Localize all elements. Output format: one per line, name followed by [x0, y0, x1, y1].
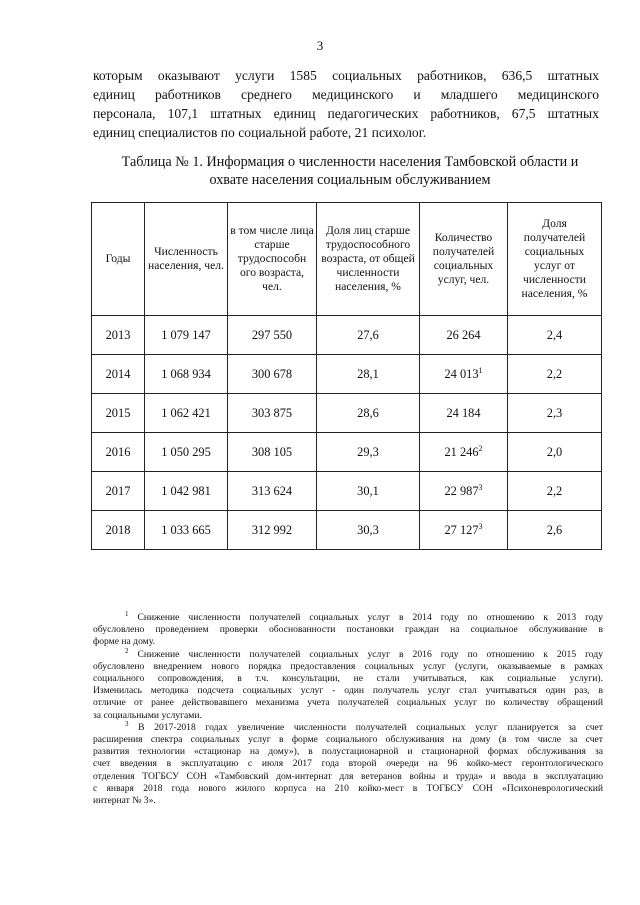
footnote-ref: 3: [478, 482, 483, 492]
footnote-marker: 2: [125, 646, 129, 655]
footnote-text: форме на дому.: [93, 636, 155, 648]
cell-elderly-value: 297 550: [251, 327, 293, 342]
cell-elderly: [228, 472, 317, 511]
table-row: [92, 316, 602, 355]
cell-population: [145, 394, 228, 433]
table-row: [92, 433, 602, 472]
footnote-line: [93, 661, 603, 673]
population-table: [91, 202, 602, 550]
cell-recipients-value: 27 127: [444, 522, 479, 537]
cell-elderly-share-value: 30,3: [357, 522, 379, 537]
cell-year: [92, 355, 145, 394]
cell-year: [92, 472, 145, 511]
cell-elderly: [228, 433, 317, 472]
footnote-text: Снижение численности получателей социальных услуг в 2014 году по отношению к 2013 году: [137, 612, 603, 623]
footnote-line: [93, 646, 603, 661]
footnote-text: счет введения в эксплуатацию с июля 2017 года второй очереди на 96 койко-мест геронтологического: [93, 758, 603, 770]
header-elderly-share: Доля лиц старше трудоспособного возраста, от общей численности населения, %: [317, 203, 420, 316]
cell-elderly-share: [317, 316, 420, 355]
cell-recipients: [420, 355, 508, 394]
footnote-line: [93, 734, 603, 746]
table-row: [92, 355, 602, 394]
cell-population-value: 1 062 421: [161, 405, 211, 420]
table-row: [92, 511, 602, 550]
cell-population: [145, 433, 228, 472]
cell-elderly-share: [317, 472, 420, 511]
cell-recipients: [420, 433, 508, 472]
cell-elderly-share-value: 27,6: [357, 327, 379, 342]
footnote-text: обусловлено проведением проверки обоснованности постановки граждан на социальное обслуживание в: [93, 624, 603, 636]
footnotes: [93, 609, 603, 807]
cell-recipients-value: 22 987: [444, 483, 479, 498]
cell-recipients-value: 24 184: [446, 405, 481, 420]
intro-line: единиц специалистов по социальной работе, 21 психолог.: [93, 125, 427, 140]
cell-elderly: [228, 394, 317, 433]
cell-population-value: 1 050 295: [161, 444, 211, 459]
footnote-text: интернат № 3».: [93, 795, 156, 807]
header-recipients: Количество получателей социальных услуг, чел.: [420, 203, 508, 316]
cell-recipients-share-value: 2,0: [546, 444, 563, 459]
cell-recipients-value: 21 246: [444, 444, 479, 459]
cell-recipients-share-value: 2,4: [546, 327, 563, 342]
footnote-marker: 1: [125, 609, 129, 618]
cell-recipients-share: [508, 316, 602, 355]
cell-recipients-share: [508, 511, 602, 550]
footnote-text: Изменилась методика подсчета социальных услуг - один получатель услуг стал учитываться один раз, в: [93, 685, 603, 697]
page-number: 3: [316, 38, 324, 53]
cell-recipients-share-value: 2,2: [546, 366, 563, 381]
cell-year-value: 2015: [105, 405, 131, 420]
footnote-text: отделения ТОГБСУ СОН «Тамбовский дом-интернат для ветеранов войны и труда» и ввода в эксплуатацию: [93, 770, 603, 782]
footnote-line: [93, 710, 603, 722]
cell-elderly: [228, 355, 317, 394]
cell-elderly-share: [317, 394, 420, 433]
cell-recipients-share: [508, 394, 602, 433]
cell-recipients-value: 24 013: [444, 366, 479, 381]
table-title-line: охвате населения социальным обслуживанием: [209, 172, 491, 188]
cell-elderly-share: [317, 511, 420, 550]
cell-elderly-share-value: 30,1: [357, 483, 379, 498]
footnote-line: [93, 673, 603, 685]
cell-elderly-value: 312 992: [251, 522, 293, 537]
cell-population: [145, 355, 228, 394]
cell-elderly: [228, 511, 317, 550]
cell-population-value: 1 068 934: [161, 366, 211, 381]
cell-population: [145, 316, 228, 355]
footnote-text: развития технологии «стационар на дому»), в полустационарной и стационарной формах обслуживания за: [93, 746, 603, 758]
footnote: [93, 719, 603, 807]
cell-recipients-share: [508, 355, 602, 394]
intro-paragraph: [93, 66, 599, 142]
intro-line: которым оказывают услуги 1585 социальных работников, 636,5 штатных: [93, 68, 599, 83]
cell-recipients-share-value: 2,6: [546, 522, 563, 537]
footnote: [93, 609, 603, 649]
cell-recipients-share: [508, 472, 602, 511]
table-row: [92, 472, 602, 511]
footnote-line: [93, 697, 603, 709]
footnote-line: [93, 758, 603, 770]
cell-recipients-share-value: 2,3: [546, 405, 563, 420]
header-year: Годы: [92, 203, 145, 316]
cell-recipients: [420, 472, 508, 511]
cell-recipients-value: 26 264: [446, 327, 481, 342]
cell-population-value: 1 079 147: [161, 327, 211, 342]
cell-elderly: [228, 316, 317, 355]
cell-population-value: 1 042 981: [161, 483, 211, 498]
cell-population: [145, 472, 228, 511]
cell-population: [145, 511, 228, 550]
cell-recipients: [420, 511, 508, 550]
cell-recipients: [420, 316, 508, 355]
cell-year: [92, 394, 145, 433]
footnote-line: [93, 771, 603, 783]
table-title-line: Таблица № 1. Информация о численности населения Тамбовской области и: [121, 154, 579, 170]
cell-elderly-value: 308 105: [251, 444, 293, 459]
footnote-line: [93, 746, 603, 758]
footnote-text: Снижение численности получателей социальных услуг в 2016 году по отношению к 2015 году: [137, 648, 603, 660]
intro-line: единиц работников среднего медицинского и младшего медицинского: [93, 87, 599, 102]
cell-recipients: [420, 394, 508, 433]
cell-year-value: 2017: [105, 483, 131, 498]
cell-year: [92, 511, 145, 550]
footnote-ref: 1: [478, 365, 483, 375]
footnote-line: [93, 685, 603, 697]
footnote-text: за социальными услугами.: [93, 709, 202, 721]
intro-line: персонала, 107,1 штатных единиц педагогических работников, 67,5 штатных: [93, 106, 599, 121]
cell-year: [92, 316, 145, 355]
cell-recipients-share: [508, 433, 602, 472]
cell-year-value: 2014: [105, 366, 131, 381]
footnote-text: В 2017-2018 годах увеличение численности получателей социальных услуг планируется за счет: [138, 721, 603, 733]
cell-elderly-value: 313 624: [251, 483, 293, 498]
cell-elderly-share-value: 29,3: [357, 444, 379, 459]
footnote-text: социального сопровождения, в т.ч. консультации, не стали учитываться, как социальные услуги).: [93, 673, 603, 685]
table-title: [80, 153, 620, 189]
cell-year-value: 2018: [105, 522, 131, 537]
footnote-text: обусловлено внедрением нового порядка предоставления социальных услуг (услуги, оказываемые в рамках: [93, 660, 603, 672]
table-row: [92, 394, 602, 433]
cell-elderly-value: 303 875: [251, 405, 293, 420]
table-header-row: [92, 203, 602, 316]
footnote-ref: 3: [478, 521, 483, 531]
header-population: Численность населения, чел.: [145, 203, 228, 316]
cell-year-value: 2013: [105, 327, 131, 342]
footnote-line: [93, 719, 603, 734]
footnote-line: [93, 609, 603, 624]
footnote-line: [93, 783, 603, 795]
cell-elderly-share: [317, 433, 420, 472]
footnote-text: с января 2018 года нового жилого корпуса на 210 койко-мест в ТОГБСУ СОН «Психоневрологический: [93, 782, 603, 794]
cell-year: [92, 433, 145, 472]
cell-elderly-value: 300 678: [251, 366, 293, 381]
footnote-text: расширения спектра социальных услуг в форме социального обслуживания на дому (в том числе за счет: [93, 734, 603, 746]
cell-elderly-share-value: 28,1: [357, 366, 379, 381]
footnote-ref: 2: [478, 443, 483, 453]
cell-elderly-share-value: 28,6: [357, 405, 379, 420]
footnote: [93, 646, 603, 722]
cell-elderly-share: [317, 355, 420, 394]
footnote-text: отличие от ранее действовавшего механизма учета получателей социальных услуг по количеству обращений: [93, 697, 603, 709]
footnote-line: [93, 795, 603, 807]
header-elderly: в том числе лица старше трудоспособн ого возраста, чел.: [228, 203, 317, 316]
cell-population-value: 1 033 665: [161, 522, 211, 537]
cell-year-value: 2016: [105, 444, 131, 459]
footnote-marker: 3: [125, 719, 129, 728]
footnote-line: [93, 624, 603, 636]
cell-recipients-share-value: 2,2: [546, 483, 563, 498]
header-recipients-share: Доля получателей социальных услуг от численности населения, %: [508, 203, 602, 316]
footnote-line: [93, 636, 603, 648]
